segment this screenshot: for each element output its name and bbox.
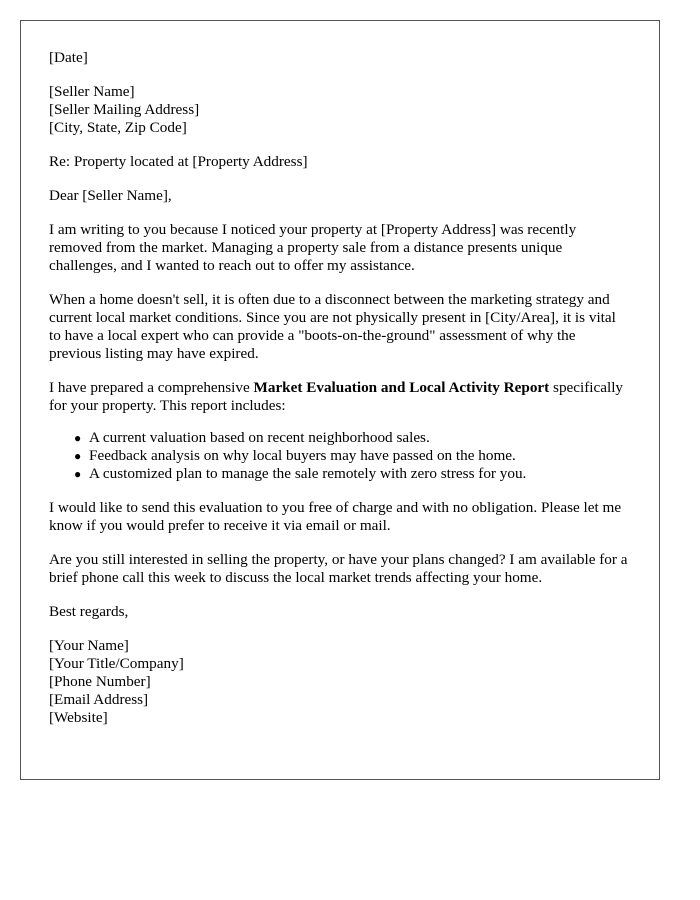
signature-name: [Your Name] <box>49 637 129 654</box>
body-paragraph-reasoning: When a home doesn't sell, it is often due to a disconnect between the marketing strategy and current local market conditions. Since you are not physically present in [City/Area], it is vital to have a local expert who can provide a "boots-on-the-ground" assessment of why the previous listing may have expired. <box>49 291 616 362</box>
date-text: [Date] <box>49 49 88 66</box>
subject-text: Re: Property located at [Property Address] <box>49 153 308 170</box>
list-item-text: A current valuation based on recent neighborhood sales. <box>89 429 430 446</box>
list-item <box>74 447 631 465</box>
salutation <box>49 187 631 205</box>
report-title: Market Evaluation and Local Activity Report <box>253 379 550 396</box>
list-item <box>74 465 631 483</box>
bullet-icon: ● <box>74 431 82 445</box>
body-paragraph-intro: I am writing to you because I noticed your property at [Property Address] was recently removed from the market. Managing a property sale from a distance presents unique challenges, and I wanted to reach out to offer my assistance. <box>49 221 577 274</box>
report-contents-list <box>49 429 631 483</box>
recipient-city-state-zip: [City, State, Zip Code] <box>49 119 187 136</box>
list-item-text: Feedback analysis on why local buyers may have passed on the home. <box>89 447 516 464</box>
body-paragraph-report <box>49 379 631 415</box>
signature-phone: [Phone Number] <box>49 673 151 690</box>
body-paragraph-question: Are you still interested in selling the property, or have your plans changed? I am available for a brief phone call this week to discuss the local market trends affecting your home. <box>49 551 628 586</box>
subject-line <box>49 153 631 171</box>
closing <box>49 603 631 621</box>
list-item <box>74 429 631 447</box>
report-intro-text: I have prepared a comprehensive <box>49 379 254 396</box>
closing-text: Best regards, <box>49 603 129 620</box>
recipient-name: [Seller Name] <box>49 83 135 100</box>
report-outro-text: specifically for your property. This report includes: <box>49 379 624 414</box>
signature-website: [Website] <box>49 709 108 726</box>
bullet-icon: ● <box>74 449 82 463</box>
signature-email: [Email Address] <box>49 691 149 708</box>
recipient-mailing-address: [Seller Mailing Address] <box>49 101 200 118</box>
signature-title-company: [Your Title/Company] <box>49 655 184 672</box>
salutation-text: Dear [Seller Name], <box>49 187 172 204</box>
bullet-icon: ● <box>74 467 82 481</box>
letter-page <box>20 20 660 780</box>
body-paragraph-offer: I would like to send this evaluation to you free of charge and with no obligation. Please let me know if you would prefer to receive it via email or mail. <box>49 499 622 534</box>
signature-block <box>49 637 631 727</box>
list-item-text: A customized plan to manage the sale remotely with zero stress for you. <box>89 465 527 482</box>
recipient-address-block <box>49 83 631 137</box>
letter-date <box>49 49 631 67</box>
